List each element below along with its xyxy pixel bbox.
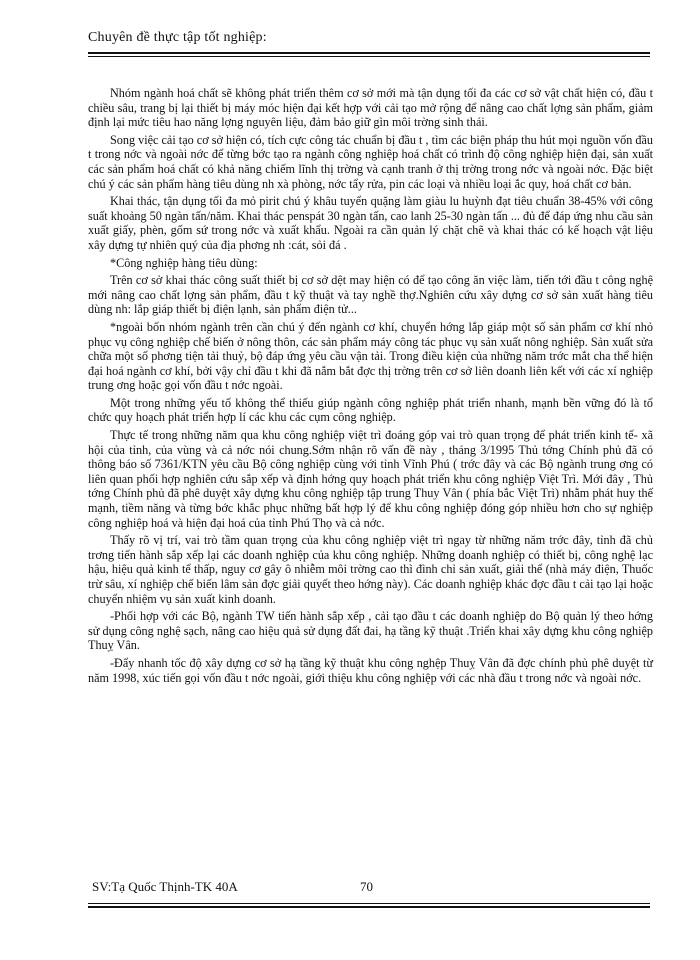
paragraph: Thấy rõ vị trí, vai trò tầm quan trọng của khu công nghiệp việt trì ngay từ những năm trớc đây, tỉnh đã chủ trơng tiến hành sắp xếp lại các doanh nghiệp của khu công nghiệp. Những doanh nghiệp có thiết bị, công nghệ lạc hậu, hiệu quả kinh tế thấp, nguy cơ gây ô nhiễm môi trờng cao thì đình chỉ sản xuất, giải thể (nhà máy điện, Thuốc trừ sâu, xí nghiệp chế biến lâm sản đợc giải quyết theo hớng này). Các doanh nghiệp khác đợc đầu t cải tạo lại hoặc chuyển nhiệm vụ sản xuất kinh doanh. <box>88 533 653 606</box>
paragraph: Song việc cải tạo cơ sở hiện có, tích cực công tác chuẩn bị đầu t , tìm các biện pháp thu hút mọi nguồn vốn đầu t trong nớc và ngoài nớc để từng bớc tạo ra ngành công nghiệp hoá chất có trình độ công nghiệp hiện đại, sản xuất các sản phẩm hoá chất có khả năng chiếm lĩnh thị trờng và cạnh tranh ở thị trờng trong nớc và ngoài nớc. Đặc biệt chú ý các sản phẩm hàng tiêu dùng nh xà phòng, nớc tẩy rửa, pin các loại và nhiều loại ắc quy, hoá chất cơ bản. <box>88 132 653 191</box>
header-rule <box>88 52 650 54</box>
paragraph: Một trong những yếu tố không thể thiếu giúp ngành công nghiệp phát triển nhanh, mạnh bền vững đó là tổ chức quy hoạch phát triển hợp lí các khu các cụm công nghiệp. <box>88 395 653 425</box>
paragraph: -Đẩy nhanh tốc độ xây dựng cơ sở hạ tầng kỹ thuật khu công nghệp Thuỵ Vân đã đợc chính phủ phê duyệt từ năm 1998, xúc tiến gọi vốn đầu t nớc ngoài, giới thiệu khu công nghiệp với các nhà đầu t trong nớc và ngoài nớc. <box>88 655 653 685</box>
paragraph: *ngoài bốn nhóm ngành trên cần chú ý đến ngành cơ khí, chuyển hớng lắp giáp một số sản phẩm cơ khí nhỏ phục vụ công nghiệp chế biến ở nông thôn, các sản phẩm máy công tác phục vụ sản xuất nông nghiệp. Sản xuất sửa chữa một số phơng tiện tải thuỷ, bộ đáp ứng yêu cầu vận tải. Trong điều kiện của những năm trớc mắt cha thể hiện đại hoá ngành cơ khí, bởi vậy chỉ đầu t khi đã nắm bắt đợc thị trờng trên cơ sở liên doanh liên kết với các xí nghiệp trung ơng hoặc gọi vốn đầu t nớc ngoài. <box>88 319 653 393</box>
paragraph: Thực tế trong những năm qua khu công nghiệp việt trì đoáng góp vai trò quan trọng để phát triển kinh tế- xã hội của tỉnh, của vùng và cả nớc nói chung.Sớm nhận rõ vấn đề này , tháng 3/1995 Thủ tớng Chính phủ đã có thông báo số 7361/KTN yêu cầu Bộ công nghiệp cùng với tỉnh Vĩnh Phú ( trớc đây và các Bộ ngành trung ơng có liên quan phối hợp nghiên cứu sắp xếp và định hớng quy hoạch phát triển khu công nghiệp Việt Trì. Mới đây , Thủ tớng Chính phủ đã phê duyệt xây dựng khu công nghiệp tập trung Thuy Vân ( phía bắc Việt Trì) nhằm phát huy thế mạnh, tiềm năng và từng bớc khắc phục những bất hợp lý để khu công nghiệp đóng góp nhiều hơn cho sự nghiệp công nghiệp hoá và hiện đại hoá của tỉnh Phú Thọ và cả nớc. <box>88 428 653 530</box>
footer-rule <box>88 906 650 908</box>
paragraph: -Phối hợp với các Bộ, ngành TW tiến hành sắp xếp , cải tạo đầu t các doanh nghiệp do Bộ quản lý theo hớng sử dụng công nghệ sạch, nâng cao hiệu quả sử dụng đất đai, hạ tầng kỹ thuật .Triển khai xây dựng khu công nghiệp Thuỵ Vân. <box>88 609 653 653</box>
document-body <box>88 86 653 688</box>
footer-rule-thin <box>88 903 650 904</box>
section-heading: *Công nghiệp hàng tiêu dùng: <box>110 255 258 270</box>
footer-author: SV:Tạ Quốc Thịnh-TK 40A <box>92 879 238 894</box>
page-number: 70 <box>360 879 373 894</box>
paragraph: Nhóm ngành hoá chất sẽ không phát triển thêm cơ sở mới mà tận dụng tối đa các cơ sở vật chất hiện có, đầu t chiều sâu, trang bị lại thiết bị máy móc hiện đại kết hợp với cải tạo mở rộng để nâng cao chất lợng sản phẩm, giảm định lại mức tiêu hao năng lợng nguyên liệu, đảm bảo giữ gìn môi trờng sinh thái. <box>88 86 653 130</box>
paragraph: Khai thác, tận dụng tối đa mỏ pirit chú ý khâu tuyển quặng làm giàu lu huỳnh đạt tiêu chuẩn 38-45% với công suất khoảng 50 ngàn tấn/năm. Khai thác penspát 30 ngàn tấn, cao lanh 25-30 ngàn tấn ... đủ để đáp ứng nhu cầu sản xuất giấy, phèn, gốm sứ trong nớc và xuất khẩu. Ngoài ra cần quản lý chặt chẽ và khai thác có kế hoạch vật liệu xây dựng tự nhiên quý của địa phơng nh :cát, sỏi đá . <box>88 194 653 252</box>
page-header-title: Chuyên đề thực tập tốt nghiệp: <box>88 30 267 45</box>
header-rule-thin <box>88 56 650 57</box>
paragraph: Trên cơ sở khai thác công suất thiết bị cơ sở dệt may hiện có để tạo công ăn việc làm, tiến tới đầu t công nghệ mới nâng cao chất lợng sản phẩm, đầu t kỹ thuật và tay nghề thợ.Nghiên cứu xây dựng cơ sở sản xuất hàng tiêu dùng nh: lắp giáp thiết bị điện lạnh, sản phẩm điện tử... <box>88 273 653 317</box>
